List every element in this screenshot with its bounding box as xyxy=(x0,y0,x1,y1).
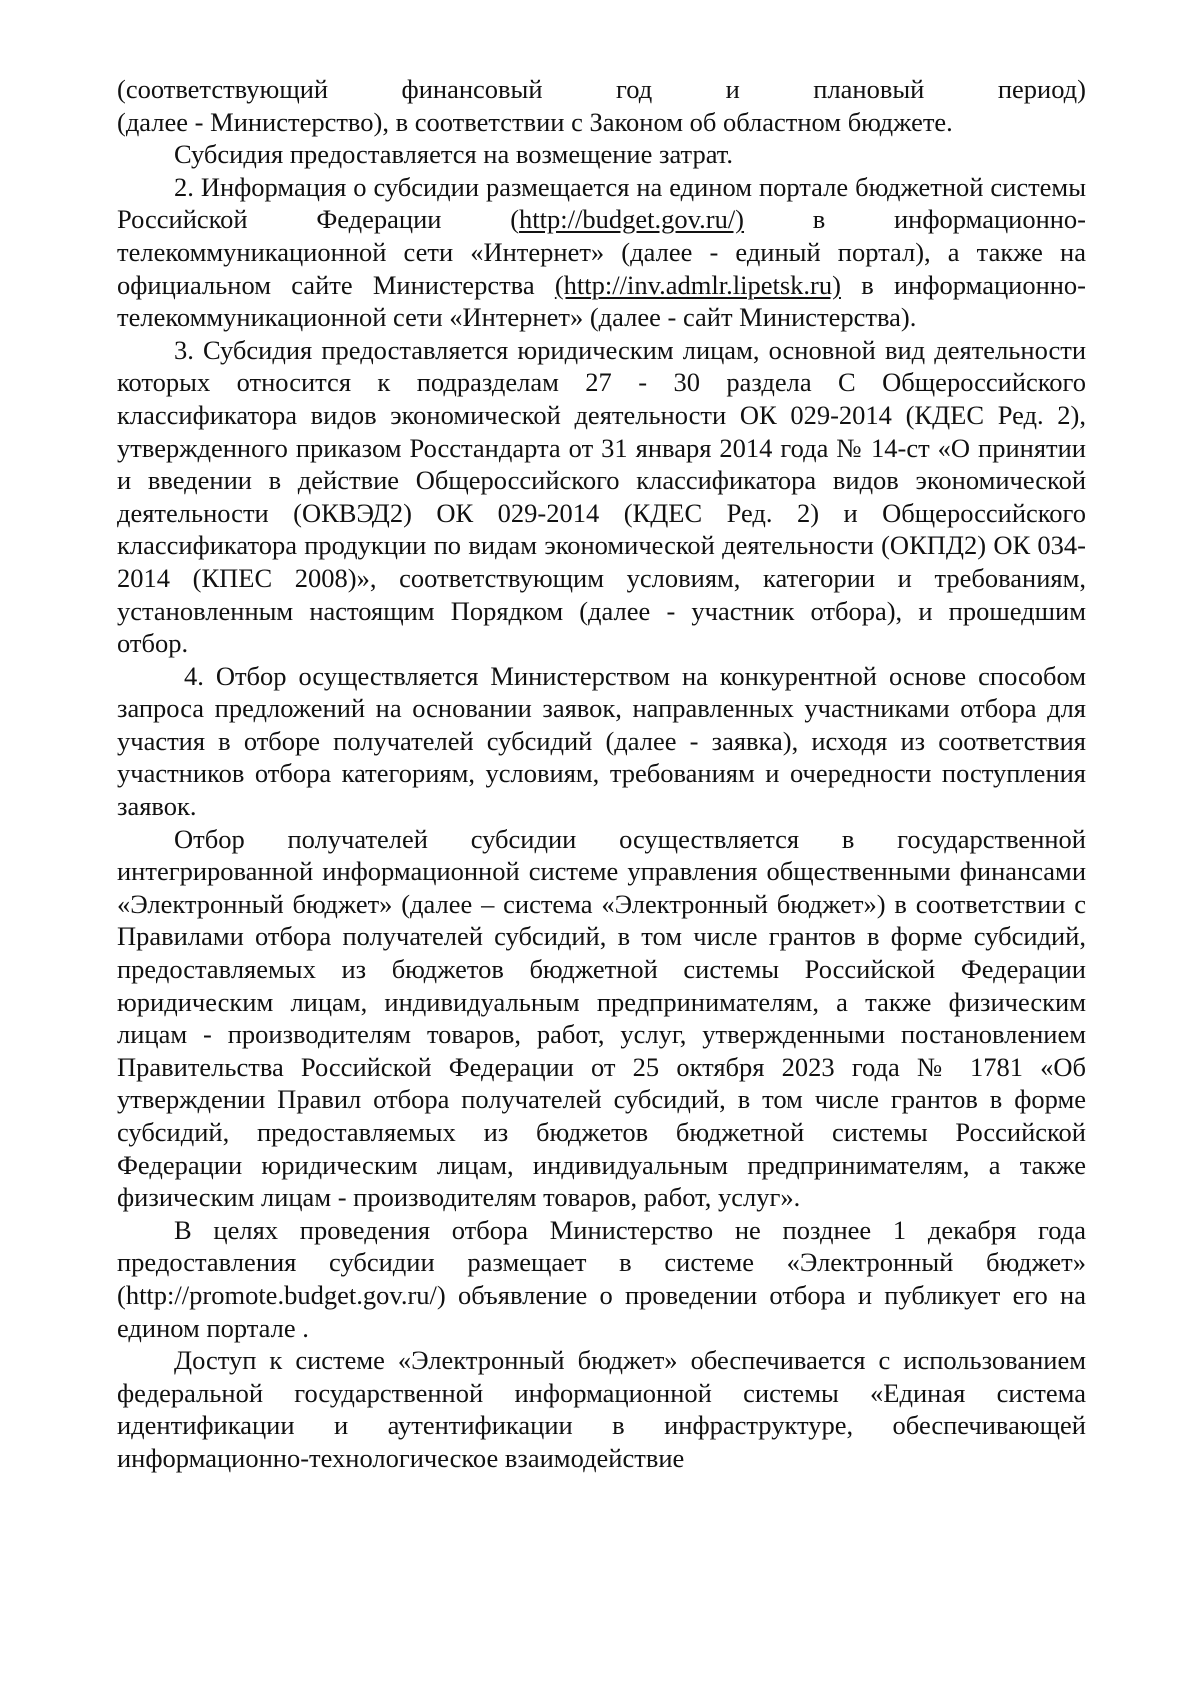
paragraph-subsidy-purpose: Субсидия предоставляется на возмещение затрат. xyxy=(174,139,733,170)
paragraph-4-selection: 4. Отбор осуществляется Министерством на конкурентной основе способом запроса предложений на основании заявок, направленных участниками отбора для участия в отборе получателей субсидий (далее - заявка), исходя из соответствия участников отбора категориям, условиям, требованиям и очередности поступления заявок. xyxy=(117,660,1086,822)
paragraph-system-access: Доступ к системе «Электронный бюджет» обеспечивается с использованием федеральной государственной информационной системы «Единая система идентификации и аутентификации в инфраструктуре, обеспечивающей информационно-технологическое взаимодействие xyxy=(117,1345,1086,1473)
text-segment: 2. Информация о субсидии размещается на едином портале бюджетной системы Российской Федерации ( xyxy=(117,171,1086,235)
document-page xyxy=(117,73,1086,1475)
paragraph-3-eligibility: 3. Субсидия предоставляется юридическим лицам, основной вид деятельности которых относится к подразделам 27 - 30 раздела C Общероссийского классификатора видов экономической деятельности ОК 029-2014 (КДЕС Ред. 2), утвержденного приказом Росстандарта от 31 января 2014 года № 14-ст «О принятии и введении в действие Общероссийского классификатора видов экономической деятельности (ОКВЭД2) ОК 029-2014 (КДЕС Ред. 2) и Общероссийского классификатора продукции по видам экономической деятельности (ОКПД2) ОК 034-2014 (КПЕС 2008)», соответствующим условиям, категории и требованиям, установленным настоящим Порядком (далее - участник отбора), и прошедшим отбор. xyxy=(117,334,1086,659)
paragraph-2-information xyxy=(117,171,1086,334)
paragraph-continuation xyxy=(117,73,1086,138)
text-line: (далее - Министерство), в соответствии с Законом об областном бюджете. xyxy=(117,106,953,137)
paragraph-announcement: В целях проведения отбора Министерство не позднее 1 декабря года предоставления субсидии размещает в системе «Электронный бюджет» (http://promote.budget.gov.ru/) объявление о проведении отбора и публикует его на едином портале . xyxy=(117,1214,1086,1343)
paragraph-selection-system: Отбор получателей субсидии осуществляется в государственной интегрированной информационной системе управления общественными финансами «Электронный бюджет» (далее – система «Электронный бюджет») в соответствии с Правилами отбора получателей субсидий, в том числе грантов в форме субсидий, предоставляемых из бюджетов бюджетной системы Российской Федерации юридическим лицам, индивидуальным предпринимателям, а также физическим лицам - производителям товаров, работ, услуг, утвержденными постановлением Правительства Российской Федерации от 25 октября 2023 года № 1781 «Об утверждении Правил отбора получателей субсидий, в том числе грантов в форме субсидий, предоставляемых из бюджетов бюджетной системы Российской Федерации юридическим лицам, индивидуальным предпринимателям, а также физическим лицам - производителям товаров, работ, услуг». xyxy=(117,823,1086,1213)
text-line: (соответствующий финансовый год и плановый период) xyxy=(117,74,1086,104)
budget-portal-link[interactable]: http://budget.gov.ru/) xyxy=(519,204,745,235)
text-segment: в информационно-телекоммуникационной сети «Интернет» (далее - единый портал), а также на официальном сайте Министерства xyxy=(117,204,1087,300)
ministry-site-link[interactable]: (http://inv.admlr.lipetsk.ru) xyxy=(554,269,841,300)
text-segment: в информационно-телекоммуникационной сети «Интернет» (далее - сайт Министерства). xyxy=(117,269,1087,333)
